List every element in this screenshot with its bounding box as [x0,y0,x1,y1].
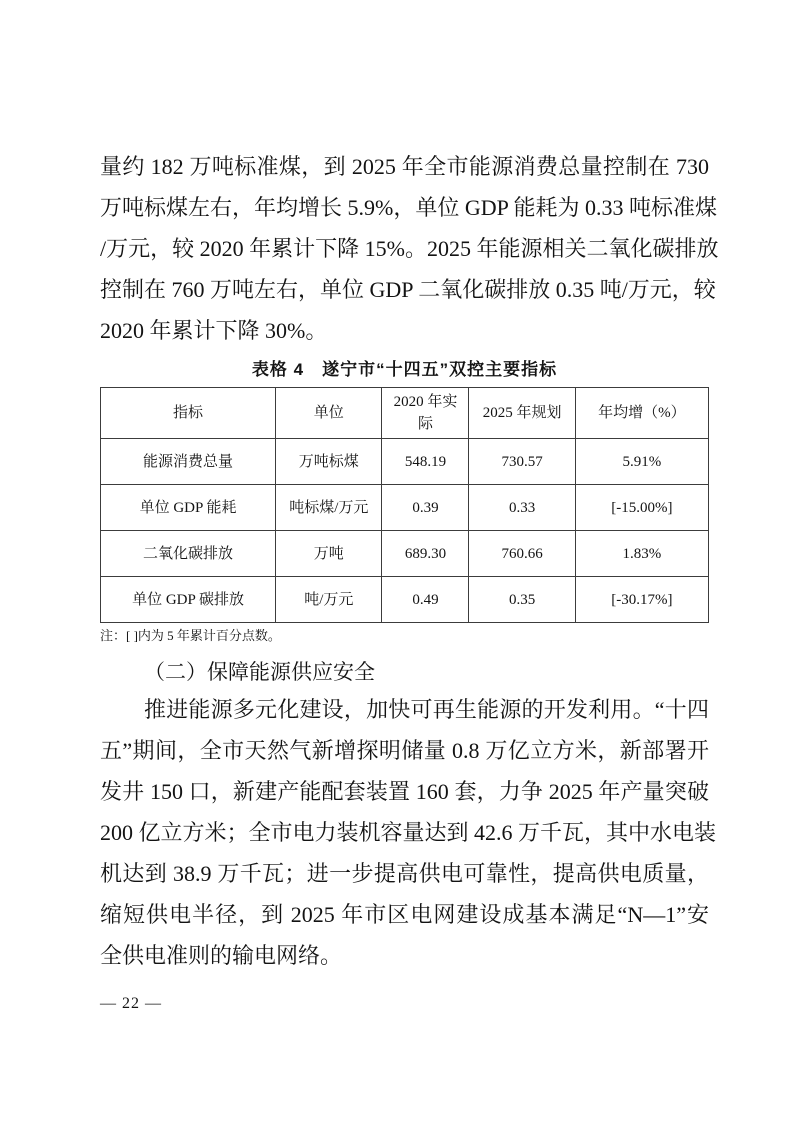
paragraph-energy-consumption [100,146,719,351]
table-row [101,577,709,623]
table-cell: 0.35 [469,577,575,623]
section-heading: （二）保障能源供应安全 [144,660,375,684]
page-number: — 22 — [100,995,162,1012]
paragraph-line: /万元，较 2020 年累计下降 15%。2025 年能源相关二氧化碳排放 [100,236,719,261]
header-indicator: 指标 [101,388,276,439]
paragraph-line: 万吨标煤左右，年均增长 5.9%，单位 GDP 能耗为 0.33 吨标准煤 [100,195,718,220]
table-cell: 760.66 [469,531,575,577]
table-header-row [101,388,709,439]
paragraph-line: 全供电准则的输电网络。 [100,943,343,968]
table-cell: 二氧化碳排放 [101,531,276,577]
table-cell: 吨标煤/万元 [276,485,382,531]
table-cell: 730.57 [469,439,575,485]
table-cell: 0.39 [382,485,469,531]
table-cell: 能源消费总量 [101,439,276,485]
table-cell: [-30.17%] [575,577,708,623]
table-cell: 单位 GDP 能耗 [101,485,276,531]
paragraph-line: 200 亿立方米；全市电力装机容量达到 42.6 万千瓦，其中水电装 [100,820,717,845]
table-footnote: 注：[ ]内为 5 年累计百分点数。 [100,628,281,643]
paragraph-line: 缩短供电半径，到 2025 年市区电网建设成基本满足“N—1”安 [100,902,709,927]
table-cell: 689.30 [382,531,469,577]
table-cell: 5.91% [575,439,708,485]
paragraph-line: 2020 年累计下降 30%。 [100,318,328,343]
header-unit: 单位 [276,388,382,439]
table-cell: 吨/万元 [276,577,382,623]
table-row [101,439,709,485]
paragraph-line: 五”期间，全市天然气新增探明储量 0.8 万亿立方米，新部署开 [100,738,709,763]
table-cell: 万吨 [276,531,382,577]
table-cell: 1.83% [575,531,708,577]
paragraph-line: 控制在 760 万吨左右，单位 GDP 二氧化碳排放 0.35 吨/万元，较 [100,277,716,302]
paragraph-line: 机达到 38.9 万千瓦；进一步提高供电可靠性，提高供电质量， [100,861,709,886]
table-cell: 0.49 [382,577,469,623]
paragraph-energy-supply-security [100,689,717,976]
dual-control-indicators-table [100,387,709,623]
table-row [101,531,709,577]
header-annual-growth: 年均增（%） [575,388,708,439]
table-cell: 548.19 [382,439,469,485]
paragraph-line: 推进能源多元化建设，加快可再生能源的开发利用。“十四 [144,697,709,722]
paragraph-line: 发井 150 口，新建产能配套装置 160 套，力争 2025 年产量突破 [100,779,709,804]
table-cell: 0.33 [469,485,575,531]
table-caption: 表格 4 遂宁市“十四五”双控主要指标 [251,360,558,379]
table-cell: 万吨标煤 [276,439,382,485]
table-cell: 单位 GDP 碳排放 [101,577,276,623]
header-2025-plan: 2025 年规划 [469,388,575,439]
table-cell: [-15.00%] [575,485,708,531]
header-2020-actual: 2020 年实际 [382,388,469,439]
paragraph-line: 量约 182 万吨标准煤，到 2025 年全市能源消费总量控制在 730 [100,154,709,179]
table-row [101,485,709,531]
